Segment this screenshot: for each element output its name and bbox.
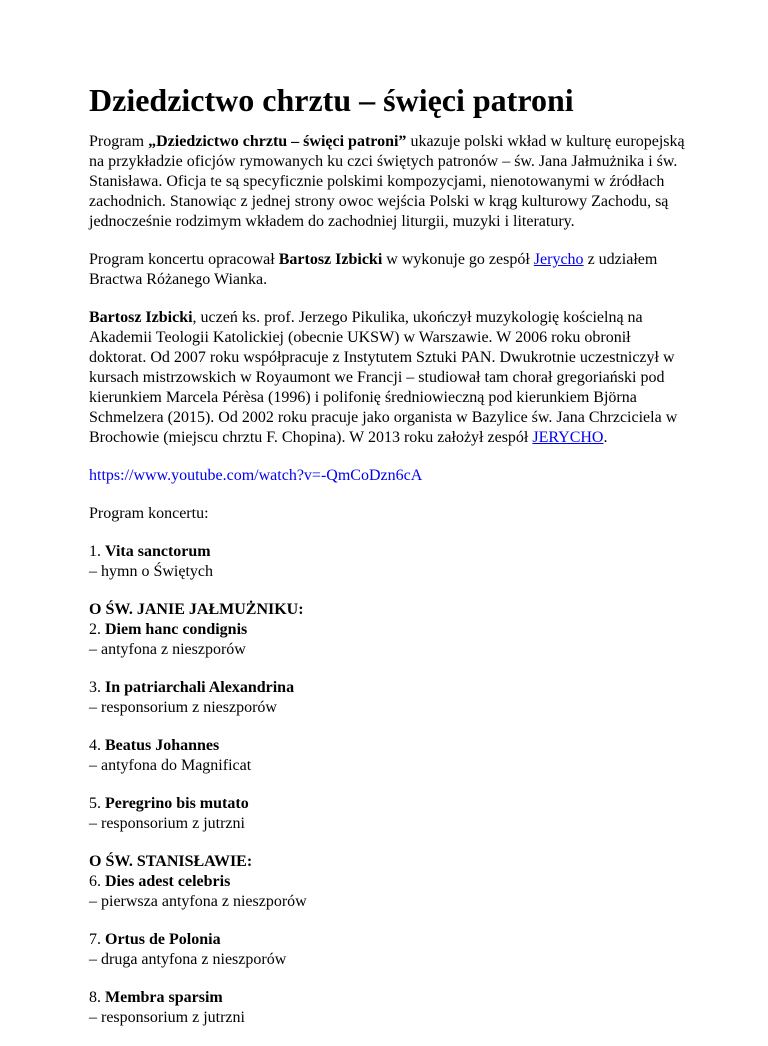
jerycho-link[interactable]: Jerycho [533,251,584,268]
program-item-number: 2. [89,621,105,638]
program-item-title-line [89,736,689,756]
program-item-title: Vita sanctorum [105,543,211,560]
program-item-description: – responsorium z nieszporów [89,699,277,716]
video-url[interactable]: https://www.youtube.com/watch?v=-QmCoDzn6cA [89,467,423,484]
credits-prefix: Program koncertu opracował [89,251,279,268]
section-heading-stanislaw: O ŚW. STANISŁAWIE: [89,853,253,870]
program-item-number: 4. [89,737,105,754]
bio-paragraph [89,308,689,448]
program-item-title-line [89,542,689,562]
intro-paragraph [89,132,689,232]
program-item-8 [89,988,689,1028]
program-item-title-line [89,620,689,640]
program-item-number: 3. [89,679,105,696]
jerycho-bio-link[interactable]: JERYCHO [532,429,604,446]
program-item-title-line [89,930,689,950]
program-item-description: – hymn o Świętych [89,563,213,580]
program-item-title: Ortus de Polonia [105,931,221,948]
program-item-5 [89,794,689,834]
bio-name: Bartosz Izbicki [89,309,193,326]
program-item-description: – responsorium z jutrzni [89,1009,245,1026]
video-url-paragraph [89,466,689,486]
document-page [89,80,689,1046]
program-label: Program koncertu: [89,505,209,522]
program-item-title: Beatus Johannes [105,737,220,754]
program-item-number: 7. [89,931,105,948]
program-item-description: – antyfona do Magnificat [89,757,252,774]
program-item-1 [89,542,689,582]
intro-program-name: „Dziedzictwo chrztu – święci patroni” [148,133,407,150]
credits-author: Bartosz Izbicki [278,251,383,268]
program-item-title-line [89,988,689,1008]
program-item-4 [89,736,689,776]
program-item-title: Diem hanc condignis [105,621,248,638]
program-item-number: 1. [89,543,105,560]
program-item-title: Membra sparsim [105,989,223,1006]
program-item-6 [89,852,689,912]
program-item-3 [89,678,689,718]
program-item-number: 5. [89,795,105,812]
program-item-description: – antyfona z nieszporów [89,641,246,658]
bio-end: . [603,429,608,446]
program-item-title-line [89,678,689,698]
intro-text: ukazuje polski wkład w kulturę europejską na przykładzie oficjów rymowanych ku czci świętych patronów – św. Jana Jałmużnika i św. Stanisława. Oficja te są specyficznie polskimi kompozycjami, nienotowanymi w źródłach zachodnich. Stanowiąc z jednej strony owoc wejścia Polski w krąg kulturowy Zachodu, są jednocześnie rodzimym wkładem do zachodniej liturgii, muzyki i literatury. [89,133,685,230]
credits-middle: w wykonuje go zespół [382,251,534,268]
intro-prefix: Program [89,133,149,150]
program-item-description: – responsorium z jutrzni [89,815,245,832]
program-item-2 [89,600,689,660]
program-item-title: Peregrino bis mutato [105,795,249,812]
program-item-title: In patriarchali Alexandrina [105,679,295,696]
program-item-title-line [89,794,689,814]
section-heading-jan: O ŚW. JANIE JAŁMUŻNIKU: [89,601,304,618]
program-item-description: – pierwsza antyfona z nieszporów [89,893,307,910]
program-item-number: 6. [89,873,105,890]
page-title: Dziedzictwo chrztu – święci patroni [89,82,574,118]
bio-text: , uczeń ks. prof. Jerzego Pikulika, ukończył muzykologię kościelną na Akademii Teologii Katolickiej (obecnie UKSW) w Warszawie. W 2006 roku obronił doktorat. Od 2007 roku współpracuje z Instytutem Sztuki PAN. Dwukrotnie uczestniczył w kursach mistrzowskich w Royaumont we Francji – studiował tam chorał gregoriański pod kierunkiem Marcela Pérèsa (1996) i polifonię średniowieczną pod kierunkiem Björna Schmelzera (2015). Od 2002 roku pracuje jako organista w Bazylice św. Jana Chrzciciela w Brochowie (miejscu chrztu F. Chopina). W 2013 roku założył zespół [89,309,678,446]
credits-paragraph [89,250,689,290]
program-item-title: Dies adest celebris [105,873,231,890]
program-item-description: – druga antyfona z nieszporów [89,951,287,968]
program-item-title-line [89,872,689,892]
credits-suffix: z udziałem Bractwa Różanego Wianka. [89,251,658,288]
program-item-7 [89,930,689,970]
program-item-number: 8. [89,989,105,1006]
